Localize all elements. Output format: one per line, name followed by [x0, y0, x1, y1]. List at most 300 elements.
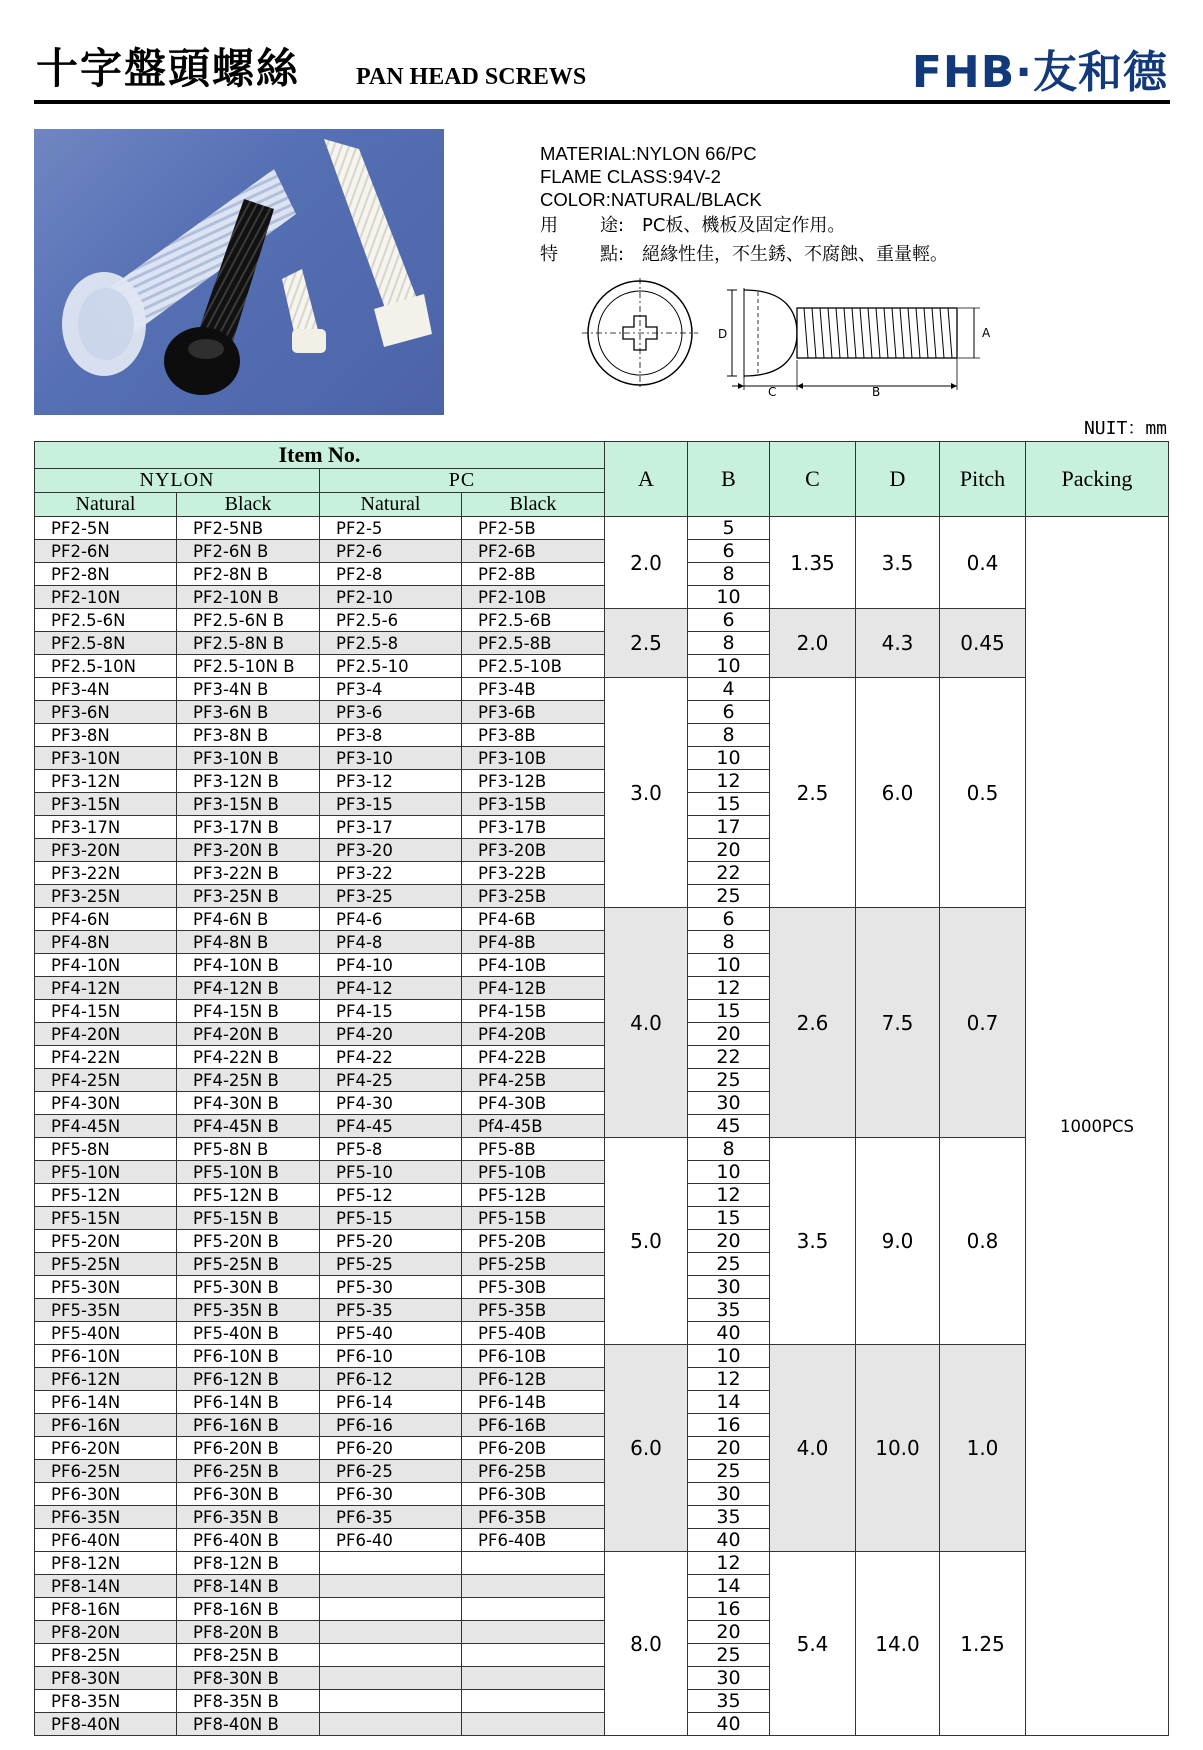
usage-row: [540, 211, 948, 240]
dim-b-cell: 12: [688, 1552, 770, 1575]
nylon-black-code: PF3-6N B: [177, 701, 320, 724]
header-nylon: NYLON: [35, 469, 320, 493]
pc-black-code: [462, 1552, 605, 1575]
nylon-natural-code: PF2-10N: [35, 586, 177, 609]
pc-black-code: [462, 1621, 605, 1644]
nylon-natural-code: PF4-10N: [35, 954, 177, 977]
pc-black-code: PF5-35B: [462, 1299, 605, 1322]
header-pc-black: Black: [462, 493, 605, 517]
pitch-cell: 0.45: [940, 609, 1026, 678]
pc-black-code: PF5-30B: [462, 1276, 605, 1299]
dim-b-cell: 40: [688, 1322, 770, 1345]
pitch-cell: 0.4: [940, 517, 1026, 609]
pc-black-code: PF2.5-6B: [462, 609, 605, 632]
nylon-natural-code: PF8-20N: [35, 1621, 177, 1644]
feature-value: 絕緣性佳，不生銹、不腐蝕、重量輕。: [642, 244, 948, 265]
nylon-natural-code: PF2.5-6N: [35, 609, 177, 632]
pitch-cell: 1.25: [940, 1552, 1026, 1736]
pc-black-code: PF6-16B: [462, 1414, 605, 1437]
dim-b-cell: 12: [688, 770, 770, 793]
header-pc: PC: [320, 469, 605, 493]
pc-black-code: PF5-15B: [462, 1207, 605, 1230]
pc-natural-code: PF3-15: [320, 793, 462, 816]
pc-natural-code: PF3-12: [320, 770, 462, 793]
usage-value: PC板、機板及固定作用。: [642, 215, 846, 236]
nylon-natural-code: PF6-10N: [35, 1345, 177, 1368]
nylon-black-code: PF4-10N B: [177, 954, 320, 977]
nylon-black-code: PF8-40N B: [177, 1713, 320, 1736]
pc-natural-code: [320, 1621, 462, 1644]
pc-natural-code: PF6-14: [320, 1391, 462, 1414]
dim-b-cell: 4: [688, 678, 770, 701]
pc-natural-code: PF4-8: [320, 931, 462, 954]
pc-black-code: PF4-8B: [462, 931, 605, 954]
label-b: B: [872, 385, 881, 398]
pitch-cell: 0.5: [940, 678, 1026, 908]
nylon-natural-code: PF6-20N: [35, 1437, 177, 1460]
nylon-black-code: PF8-12N B: [177, 1552, 320, 1575]
dim-b-cell: 20: [688, 1230, 770, 1253]
nylon-natural-code: PF3-17N: [35, 816, 177, 839]
nylon-natural-code: PF4-6N: [35, 908, 177, 931]
nylon-black-code: PF4-20N B: [177, 1023, 320, 1046]
pc-natural-code: PF5-35: [320, 1299, 462, 1322]
dim-b-cell: 35: [688, 1690, 770, 1713]
nylon-natural-code: PF4-25N: [35, 1069, 177, 1092]
pc-natural-code: PF5-20: [320, 1230, 462, 1253]
pc-black-code: PF4-20B: [462, 1023, 605, 1046]
nylon-natural-code: PF3-20N: [35, 839, 177, 862]
pc-natural-code: PF2-10: [320, 586, 462, 609]
pc-natural-code: PF3-17: [320, 816, 462, 839]
nylon-black-code: PF5-35N B: [177, 1299, 320, 1322]
dim-b-cell: 12: [688, 977, 770, 1000]
pc-natural-code: PF3-4: [320, 678, 462, 701]
pc-natural-code: [320, 1552, 462, 1575]
pc-natural-code: PF3-10: [320, 747, 462, 770]
nylon-natural-code: PF2-6N: [35, 540, 177, 563]
dim-d-cell: 3.5: [856, 517, 940, 609]
nylon-black-code: PF4-12N B: [177, 977, 320, 1000]
nylon-black-code: PF2-6N B: [177, 540, 320, 563]
dim-d-cell: 14.0: [856, 1552, 940, 1736]
nylon-natural-code: PF4-22N: [35, 1046, 177, 1069]
pc-natural-code: [320, 1713, 462, 1736]
dim-b-cell: 20: [688, 1621, 770, 1644]
pc-natural-code: PF6-20: [320, 1437, 462, 1460]
pc-natural-code: [320, 1690, 462, 1713]
pc-black-code: PF5-8B: [462, 1138, 605, 1161]
nylon-black-code: PF6-12N B: [177, 1368, 320, 1391]
nylon-black-code: PF6-40N B: [177, 1529, 320, 1552]
flame-class-text: FLAME CLASS:94V-2: [540, 166, 721, 187]
nylon-black-code: PF2-8N B: [177, 563, 320, 586]
dim-c-cell: 4.0: [770, 1345, 856, 1552]
dim-b-cell: 10: [688, 747, 770, 770]
screw-spec-table: [34, 441, 1169, 1736]
pc-natural-code: PF6-10: [320, 1345, 462, 1368]
nylon-natural-code: PF6-35N: [35, 1506, 177, 1529]
dim-b-cell: 14: [688, 1391, 770, 1414]
dim-b-cell: 20: [688, 839, 770, 862]
pc-black-code: PF4-12B: [462, 977, 605, 1000]
header-nylon-natural: Natural: [35, 493, 177, 517]
header-packing: Packing: [1026, 442, 1169, 517]
table-body: [35, 517, 1169, 1736]
pc-black-code: PF6-10B: [462, 1345, 605, 1368]
dim-a-cell: 2.0: [605, 517, 688, 609]
nylon-natural-code: PF5-25N: [35, 1253, 177, 1276]
dim-c-cell: 5.4: [770, 1552, 856, 1736]
nylon-natural-code: PF2.5-10N: [35, 655, 177, 678]
pc-black-code: PF6-20B: [462, 1437, 605, 1460]
pc-natural-code: PF4-20: [320, 1023, 462, 1046]
pc-black-code: PF3-25B: [462, 885, 605, 908]
label-d: D: [718, 327, 728, 341]
nylon-black-code: PF8-20N B: [177, 1621, 320, 1644]
nylon-natural-code: PF6-16N: [35, 1414, 177, 1437]
dim-b-cell: 20: [688, 1437, 770, 1460]
pc-black-code: [462, 1667, 605, 1690]
nylon-black-code: PF3-12N B: [177, 770, 320, 793]
dim-a-cell: 3.0: [605, 678, 688, 908]
header-pc-natural: Natural: [320, 493, 462, 517]
nylon-natural-code: PF4-12N: [35, 977, 177, 1000]
pc-natural-code: [320, 1644, 462, 1667]
pc-black-code: PF2.5-10B: [462, 655, 605, 678]
nylon-natural-code: PF2-8N: [35, 563, 177, 586]
table-row: [35, 517, 1169, 540]
feature-key2: 點:: [600, 244, 625, 265]
pc-natural-code: PF6-35: [320, 1506, 462, 1529]
nylon-black-code: PF6-35N B: [177, 1506, 320, 1529]
nylon-black-code: PF6-10N B: [177, 1345, 320, 1368]
brand-logo: FHB·友和德: [911, 47, 1168, 98]
label-a: A: [982, 326, 991, 340]
dim-d-cell: 4.3: [856, 609, 940, 678]
pc-natural-code: PF4-10: [320, 954, 462, 977]
nylon-black-code: PF2.5-6N B: [177, 609, 320, 632]
nylon-natural-code: PF4-15N: [35, 1000, 177, 1023]
dim-b-cell: 22: [688, 1046, 770, 1069]
pc-natural-code: PF3-20: [320, 839, 462, 862]
dim-b-cell: 14: [688, 1575, 770, 1598]
pc-natural-code: PF5-15: [320, 1207, 462, 1230]
nylon-black-code: PF2-10N B: [177, 586, 320, 609]
dim-b-cell: 30: [688, 1483, 770, 1506]
pc-natural-code: PF5-8: [320, 1138, 462, 1161]
pc-black-code: PF3-4B: [462, 678, 605, 701]
pc-natural-code: PF5-10: [320, 1161, 462, 1184]
dim-b-cell: 25: [688, 1460, 770, 1483]
nylon-black-code: PF5-8N B: [177, 1138, 320, 1161]
nylon-natural-code: PF8-25N: [35, 1644, 177, 1667]
packing-cell: 1000PCS: [1026, 517, 1169, 1736]
page-title-en: PAN HEAD SCREWS: [356, 64, 587, 90]
pc-natural-code: PF2-8: [320, 563, 462, 586]
nylon-black-code: PF8-14N B: [177, 1575, 320, 1598]
nylon-black-code: PF3-22N B: [177, 862, 320, 885]
unit-label: NUIT：mm: [1083, 418, 1167, 439]
nylon-black-code: PF3-20N B: [177, 839, 320, 862]
usage-key: 用: [540, 215, 558, 236]
dim-a-cell: 4.0: [605, 908, 688, 1138]
nylon-black-code: PF6-16N B: [177, 1414, 320, 1437]
pc-black-code: PF4-15B: [462, 1000, 605, 1023]
nylon-natural-code: PF5-12N: [35, 1184, 177, 1207]
pc-natural-code: PF6-12: [320, 1368, 462, 1391]
nylon-black-code: PF6-25N B: [177, 1460, 320, 1483]
pc-black-code: PF3-20B: [462, 839, 605, 862]
nylon-natural-code: PF3-12N: [35, 770, 177, 793]
nylon-black-code: PF2.5-10N B: [177, 655, 320, 678]
pc-natural-code: PF3-8: [320, 724, 462, 747]
pc-natural-code: PF2-5: [320, 517, 462, 540]
pc-natural-code: PF5-25: [320, 1253, 462, 1276]
pc-black-code: PF3-10B: [462, 747, 605, 770]
pc-natural-code: [320, 1575, 462, 1598]
dim-d-cell: 7.5: [856, 908, 940, 1138]
dim-b-cell: 6: [688, 701, 770, 724]
dim-b-cell: 40: [688, 1529, 770, 1552]
nylon-black-code: PF5-12N B: [177, 1184, 320, 1207]
pc-black-code: PF3-8B: [462, 724, 605, 747]
table-row: [35, 1138, 1169, 1161]
nylon-black-code: PF3-8N B: [177, 724, 320, 747]
page-title-cn: 十字盤頭螺絲: [36, 44, 301, 93]
nylon-black-code: PF6-20N B: [177, 1437, 320, 1460]
table-row: [35, 1345, 1169, 1368]
nylon-black-code: PF4-45N B: [177, 1115, 320, 1138]
nylon-natural-code: PF8-12N: [35, 1552, 177, 1575]
dim-c-cell: 2.0: [770, 609, 856, 678]
dim-b-cell: 10: [688, 954, 770, 977]
header-nylon-black: Black: [177, 493, 320, 517]
pc-natural-code: PF6-25: [320, 1460, 462, 1483]
nylon-black-code: PF4-22N B: [177, 1046, 320, 1069]
dim-b-cell: 10: [688, 586, 770, 609]
nylon-natural-code: PF2.5-8N: [35, 632, 177, 655]
dim-b-cell: 15: [688, 793, 770, 816]
pc-natural-code: PF3-22: [320, 862, 462, 885]
dim-b-cell: 10: [688, 1345, 770, 1368]
nylon-black-code: PF8-30N B: [177, 1667, 320, 1690]
pc-black-code: [462, 1598, 605, 1621]
table-row: [35, 1552, 1169, 1575]
pc-natural-code: PF6-16: [320, 1414, 462, 1437]
nylon-natural-code: PF8-16N: [35, 1598, 177, 1621]
dim-b-cell: 6: [688, 609, 770, 632]
pc-natural-code: PF5-12: [320, 1184, 462, 1207]
dim-b-cell: 5: [688, 517, 770, 540]
usage-key2: 途:: [600, 215, 625, 236]
dim-b-cell: 15: [688, 1207, 770, 1230]
nylon-black-code: PF8-25N B: [177, 1644, 320, 1667]
dim-c-cell: 2.5: [770, 678, 856, 908]
pc-black-code: PF5-25B: [462, 1253, 605, 1276]
dim-b-cell: 6: [688, 540, 770, 563]
dim-b-cell: 30: [688, 1667, 770, 1690]
material-text: MATERIAL:NYLON 66/PC: [540, 143, 757, 164]
table-row: [35, 908, 1169, 931]
pc-natural-code: PF4-12: [320, 977, 462, 1000]
dim-a-cell: 5.0: [605, 1138, 688, 1345]
dim-b-cell: 12: [688, 1184, 770, 1207]
pc-black-code: [462, 1644, 605, 1667]
pitch-cell: 0.8: [940, 1138, 1026, 1345]
pc-natural-code: [320, 1667, 462, 1690]
nylon-natural-code: PF3-25N: [35, 885, 177, 908]
nylon-black-code: PF6-14N B: [177, 1391, 320, 1414]
screw-dimension-drawing: [582, 278, 1007, 398]
nylon-natural-code: PF3-4N: [35, 678, 177, 701]
pc-black-code: PF5-10B: [462, 1161, 605, 1184]
dim-b-cell: 25: [688, 1253, 770, 1276]
pc-black-code: PF5-40B: [462, 1322, 605, 1345]
nylon-natural-code: PF5-30N: [35, 1276, 177, 1299]
dim-b-cell: 25: [688, 1644, 770, 1667]
nylon-black-code: PF8-16N B: [177, 1598, 320, 1621]
pc-natural-code: PF6-30: [320, 1483, 462, 1506]
pc-black-code: PF6-12B: [462, 1368, 605, 1391]
pc-natural-code: PF4-22: [320, 1046, 462, 1069]
dim-b-cell: 20: [688, 1023, 770, 1046]
pc-natural-code: PF3-25: [320, 885, 462, 908]
dim-b-cell: 45: [688, 1115, 770, 1138]
pc-natural-code: PF5-30: [320, 1276, 462, 1299]
nylon-natural-code: PF6-40N: [35, 1529, 177, 1552]
nylon-natural-code: PF3-15N: [35, 793, 177, 816]
feature-key: 特: [540, 244, 558, 265]
nylon-black-code: PF4-15N B: [177, 1000, 320, 1023]
header-b: B: [688, 442, 770, 517]
dim-d-cell: 10.0: [856, 1345, 940, 1552]
dim-b-cell: 35: [688, 1299, 770, 1322]
pc-black-code: PF5-20B: [462, 1230, 605, 1253]
pc-black-code: PF6-25B: [462, 1460, 605, 1483]
nylon-black-code: PF3-10N B: [177, 747, 320, 770]
pc-natural-code: [320, 1598, 462, 1621]
table-row: [35, 609, 1169, 632]
pc-natural-code: PF5-40: [320, 1322, 462, 1345]
nylon-black-code: PF5-25N B: [177, 1253, 320, 1276]
spec-block: [540, 142, 948, 269]
pc-black-code: [462, 1575, 605, 1598]
nylon-natural-code: PF5-20N: [35, 1230, 177, 1253]
dim-b-cell: 15: [688, 1000, 770, 1023]
pc-natural-code: PF3-6: [320, 701, 462, 724]
dim-a-cell: 8.0: [605, 1552, 688, 1736]
dim-c-cell: 1.35: [770, 517, 856, 609]
nylon-natural-code: PF3-6N: [35, 701, 177, 724]
nylon-natural-code: PF4-45N: [35, 1115, 177, 1138]
nylon-natural-code: PF4-8N: [35, 931, 177, 954]
dim-b-cell: 35: [688, 1506, 770, 1529]
header-pitch: Pitch: [940, 442, 1026, 517]
pc-natural-code: PF4-6: [320, 908, 462, 931]
dim-b-cell: 22: [688, 862, 770, 885]
pc-black-code: PF3-22B: [462, 862, 605, 885]
dim-b-cell: 25: [688, 885, 770, 908]
table-header: [35, 442, 1169, 517]
dim-b-cell: 40: [688, 1713, 770, 1736]
dim-b-cell: 6: [688, 908, 770, 931]
dim-d-cell: 9.0: [856, 1138, 940, 1345]
dim-c-cell: 3.5: [770, 1138, 856, 1345]
nylon-black-code: PF3-17N B: [177, 816, 320, 839]
pc-black-code: PF2.5-8B: [462, 632, 605, 655]
pc-natural-code: PF4-15: [320, 1000, 462, 1023]
pc-black-code: PF4-25B: [462, 1069, 605, 1092]
nylon-natural-code: PF6-14N: [35, 1391, 177, 1414]
nylon-natural-code: PF5-15N: [35, 1207, 177, 1230]
dim-b-cell: 8: [688, 563, 770, 586]
head-top-view-icon: [582, 278, 698, 390]
nylon-natural-code: PF8-40N: [35, 1713, 177, 1736]
dim-b-cell: 8: [688, 931, 770, 954]
pc-black-code: PF6-14B: [462, 1391, 605, 1414]
dim-b-cell: 8: [688, 724, 770, 747]
nylon-natural-code: PF2-5N: [35, 517, 177, 540]
pc-black-code: PF4-30B: [462, 1092, 605, 1115]
dim-b-cell: 10: [688, 1161, 770, 1184]
nylon-natural-code: PF3-10N: [35, 747, 177, 770]
pc-black-code: PF4-22B: [462, 1046, 605, 1069]
pitch-cell: 1.0: [940, 1345, 1026, 1552]
nylon-natural-code: PF4-20N: [35, 1023, 177, 1046]
nylon-black-code: PF5-40N B: [177, 1322, 320, 1345]
pc-black-code: PF2-5B: [462, 517, 605, 540]
pc-black-code: PF2-6B: [462, 540, 605, 563]
dim-b-cell: 30: [688, 1276, 770, 1299]
pitch-cell: 0.7: [940, 908, 1026, 1138]
dim-b-cell: 8: [688, 632, 770, 655]
nylon-black-code: PF6-30N B: [177, 1483, 320, 1506]
pc-natural-code: PF4-45: [320, 1115, 462, 1138]
nylon-black-code: PF3-25N B: [177, 885, 320, 908]
nylon-natural-code: PF5-40N: [35, 1322, 177, 1345]
dim-d-cell: 6.0: [856, 678, 940, 908]
pc-black-code: PF3-6B: [462, 701, 605, 724]
pc-black-code: PF3-15B: [462, 793, 605, 816]
pc-black-code: PF4-10B: [462, 954, 605, 977]
nylon-natural-code: PF5-35N: [35, 1299, 177, 1322]
nylon-natural-code: PF3-8N: [35, 724, 177, 747]
pc-black-code: [462, 1690, 605, 1713]
pc-black-code: PF5-12B: [462, 1184, 605, 1207]
color-text: COLOR:NATURAL/BLACK: [540, 189, 762, 210]
nylon-natural-code: PF3-22N: [35, 862, 177, 885]
pc-black-code: [462, 1713, 605, 1736]
pc-natural-code: PF2.5-8: [320, 632, 462, 655]
dim-c-cell: 2.6: [770, 908, 856, 1138]
pc-black-code: PF6-35B: [462, 1506, 605, 1529]
side-view-icon: [727, 288, 980, 390]
nylon-natural-code: PF8-14N: [35, 1575, 177, 1598]
pc-black-code: PF3-12B: [462, 770, 605, 793]
header-item-no: Item No.: [35, 442, 605, 469]
nylon-black-code: PF2-5NB: [177, 517, 320, 540]
dim-a-cell: 2.5: [605, 609, 688, 678]
header-d: D: [856, 442, 940, 517]
nylon-black-code: PF4-25N B: [177, 1069, 320, 1092]
pc-black-code: PF6-30B: [462, 1483, 605, 1506]
nylon-black-code: PF3-4N B: [177, 678, 320, 701]
pc-natural-code: PF4-30: [320, 1092, 462, 1115]
nylon-black-code: PF4-6N B: [177, 908, 320, 931]
header-c: C: [770, 442, 856, 517]
nylon-black-code: PF5-30N B: [177, 1276, 320, 1299]
